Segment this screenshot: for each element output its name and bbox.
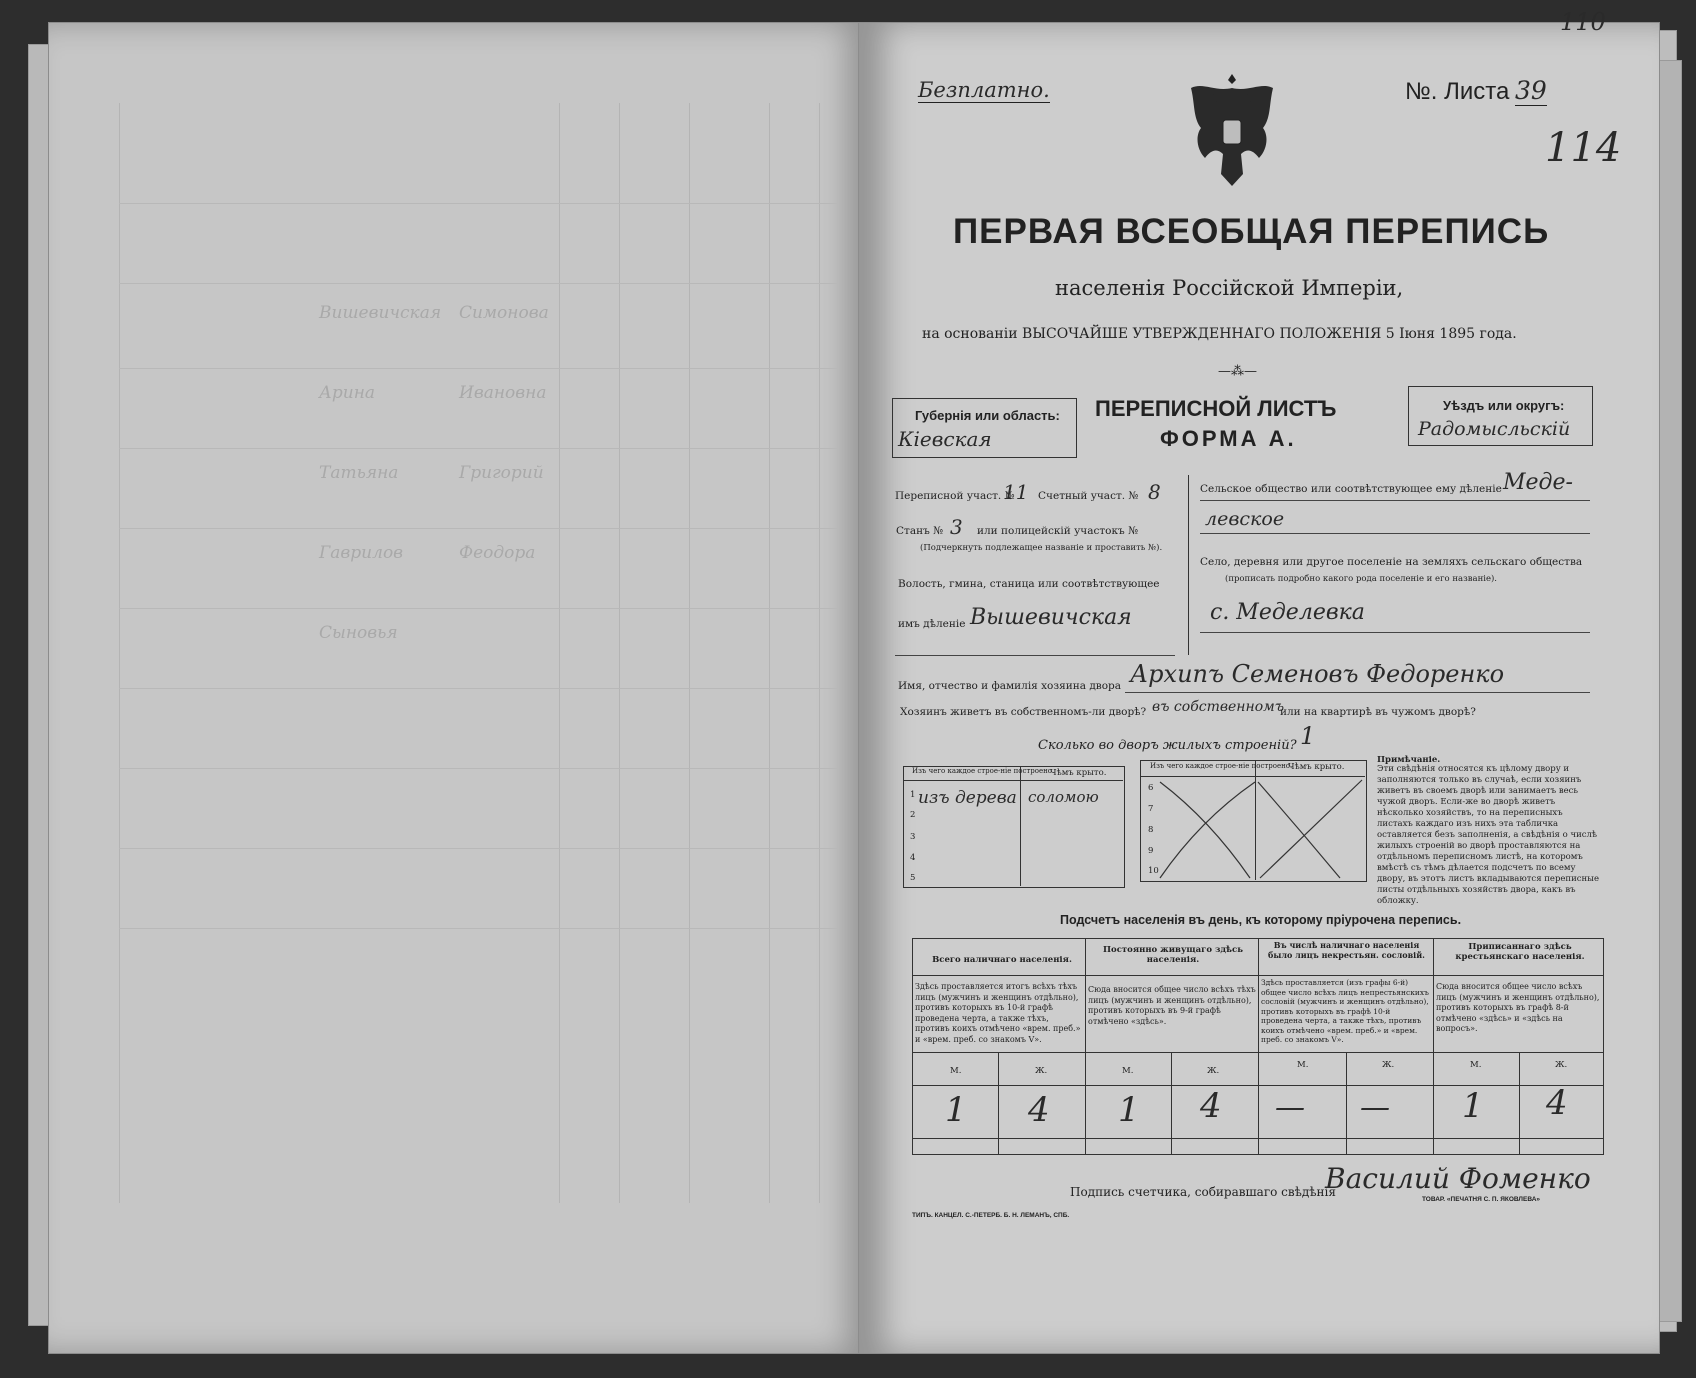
signature-value: Василий Фоменко xyxy=(1325,1162,1591,1195)
ghost-entry: Феодора xyxy=(459,543,536,563)
document-title: ПЕРВАЯ ВСЕОБЩАЯ ПЕРЕПИСЬ xyxy=(953,212,1550,251)
non-peasant-f-value: — xyxy=(1360,1090,1390,1125)
ghost-entry: Вишевичская xyxy=(319,303,442,323)
society-value-2: левское xyxy=(1205,508,1285,530)
volost-label-2: имъ дѣленіе xyxy=(898,618,966,630)
row-number: 2 xyxy=(910,810,916,820)
society-value-1: Меде- xyxy=(1503,470,1573,495)
resident-m-value: 1 xyxy=(1118,1090,1140,1130)
non-peasant-m-value: — xyxy=(1275,1090,1305,1125)
m-label: М. xyxy=(1122,1066,1134,1076)
owner-value: Архипъ Семеновъ Федоренко xyxy=(1130,660,1505,688)
col2-head: Постоянно живущаго здѣсь населенія. xyxy=(1103,945,1243,965)
owner-label: Имя, отчество и фамилія хозяина двора xyxy=(898,680,1122,692)
census-area-value: 11 xyxy=(1003,480,1029,504)
roof-header-2: Чѣмъ крыто. xyxy=(1288,762,1345,772)
residence-value: въ собственномъ xyxy=(1152,699,1285,715)
gubernia-label: Губернія или область: xyxy=(915,408,1060,423)
resident-f-value: 4 xyxy=(1200,1086,1222,1126)
row-number: 9 xyxy=(1148,846,1154,856)
signature-label: Подпись счетчика, собиравшаго свѣдѣнія xyxy=(1070,1185,1336,1199)
col3-desc: Здѣсь проставляется (изъ графы 6-й) общее число всѣхъ лицъ непрестьянскихъ сословій (мужчинъ и женщинъ отдѣльно), противъ которыхъ въ графѣ 10-й проведена черта, а также тѣхъ, противъ коихъ отмѣчено «врем. преб.» и «врем. преб. со знакомъ V». xyxy=(1261,978,1429,1044)
row-number: 3 xyxy=(910,832,916,842)
col1-head: Всего наличнаго населенія. xyxy=(932,955,1072,965)
village-note: (прописать подробно какого рода поселеніе и его названіе). xyxy=(1225,574,1497,584)
stan-value: 3 xyxy=(950,515,963,539)
f-label: Ж. xyxy=(1207,1066,1220,1076)
count-area-label: Счетный участ. № xyxy=(1038,490,1139,502)
col3-head: Въ числѣ наличнаго населенія было лицъ некрестьян. сословій. xyxy=(1268,940,1425,960)
society-label: Сельское общество или соотвѣтствующее ему дѣленіе xyxy=(1200,483,1502,495)
m-label: М. xyxy=(1470,1060,1482,1070)
archive-number: 114 xyxy=(1545,125,1622,171)
form-name: ФОРМА А. xyxy=(1160,426,1297,451)
ghost-entry: Григорий xyxy=(459,463,544,483)
cross-out-marks xyxy=(1140,760,1365,880)
buildings-value: 1 xyxy=(1300,722,1316,750)
residence-label-2: или на квартирѣ въ чужомъ дворѣ? xyxy=(1280,706,1476,718)
row-number: 8 xyxy=(1148,825,1154,835)
col4-desc: Сюда вносится общее число всѣхъ лицъ (мужчинъ и женщинъ отдѣльно), противъ которыхъ въ графѣ 8-й отмѣчено «здѣсь» и «здѣсь на вопросъ». xyxy=(1436,982,1600,1033)
note-title: Примѣчаніе. xyxy=(1377,755,1441,765)
total-f-value: 4 xyxy=(1028,1090,1050,1130)
left-page xyxy=(48,22,868,1354)
uezd-label: Уѣздъ или округъ: xyxy=(1443,398,1565,413)
row-number: 10 xyxy=(1148,866,1159,876)
volost-label: Волость, гмина, станица или соотвѣтствующее xyxy=(898,578,1160,590)
gubernia-value: Кіевская xyxy=(898,427,992,451)
document-subtitle: населенія Россійской Имперіи, xyxy=(1055,276,1404,300)
material-header-2: Изъ чего каждое строе-ніе построено. xyxy=(1150,762,1293,770)
m-label: М. xyxy=(1297,1060,1309,1070)
registered-f-value: 4 xyxy=(1546,1083,1568,1123)
buildings-table-left xyxy=(903,766,1125,888)
f-label: Ж. xyxy=(1382,1060,1395,1070)
row-number: 4 xyxy=(910,853,916,863)
stan-label: Станъ № xyxy=(896,525,944,537)
row-number: 7 xyxy=(1148,804,1154,814)
col1-desc: Здѣсь проставляется итогъ всѣхъ тѣхъ лицъ (мужчинъ и женщинъ отдѣльно), противъ которыхъ въ 10-й графѣ проведена черта, а также тѣхъ, противъ коихъ отмѣчено «врем. преб.» и «врем. преб. со знакомъ V». xyxy=(915,982,1081,1044)
sheet-no-label: №. Листа xyxy=(1405,78,1510,105)
row1-roof: соломою xyxy=(1028,788,1099,806)
sheet-no-value: 39 xyxy=(1515,76,1547,105)
material-header: Изъ чего каждое строе-ніе построено. xyxy=(912,767,1055,775)
m-label: М. xyxy=(950,1066,962,1076)
f-label: Ж. xyxy=(1035,1066,1048,1076)
volost-value: Вышевичская xyxy=(970,605,1132,630)
buildings-label: Сколько во дворъ жилыхъ строеній? xyxy=(1038,738,1297,753)
archive-number-top: 110 xyxy=(1560,8,1606,36)
count-area-value: 8 xyxy=(1148,480,1161,504)
police-note: (Подчеркнуть подлежащее названіе и проставить №). xyxy=(920,543,1163,553)
note-text: Эти свѣдѣнія относятся къ цѣлому двору и заполняются только въ случаѣ, если хозяинъ живетъ въ своемъ дворѣ или занимаетъ весь чужой дворъ. Если-же во дворѣ живетъ нѣсколько хозяйствъ, то на переписныхъ листахъ каждаго изъ нихъ эта табличка оставляется безъ заполненія, а свѣдѣнія о числѣ жилыхъ строеній во дворѣ проставляются на отдѣльномъ переписномъ листѣ, на которомъ вмѣстѣ съ тѣмъ дѣлается подсчетъ по всему двору, въ этотъ листъ вкладываются переписные листы отдѣльныхъ хозяйствъ двора, какъ въ обложку. xyxy=(1377,764,1599,906)
police-label: или полицейскій участокъ № xyxy=(977,525,1139,537)
ghost-entry: Татьяна xyxy=(319,463,399,483)
residence-label: Хозяинъ живетъ въ собственномъ-ли дворѣ? xyxy=(900,706,1147,718)
roof-header: Чѣмъ крыто. xyxy=(1050,768,1107,778)
village-value: с. Меделевка xyxy=(1210,600,1365,625)
ornament: —⁂— xyxy=(1218,364,1257,379)
ghost-entry: Гаврилов xyxy=(319,543,404,563)
ghost-entry: Симонова xyxy=(459,303,549,323)
double-headed-eagle-emblem xyxy=(1185,70,1280,195)
row-number: 6 xyxy=(1148,783,1154,793)
village-label: Село, деревня или другое поселеніе на земляхъ сельскаго общества xyxy=(1200,556,1583,568)
registered-m-value: 1 xyxy=(1462,1086,1484,1126)
summary-title: Подсчетъ населенія въ день, къ которому пріурочена перепись. xyxy=(1060,913,1462,927)
uezd-value: Радомысльскій xyxy=(1418,418,1571,440)
ghost-entry: Сыновья xyxy=(319,623,398,643)
row1-material: изъ дерева xyxy=(918,788,1017,808)
row-number: 1 xyxy=(910,790,916,800)
f-label: Ж. xyxy=(1555,1060,1568,1070)
ghost-entry: Ивановна xyxy=(459,383,547,403)
list-title: ПЕРЕПИСНОЙ ЛИСТЪ xyxy=(1095,396,1337,421)
free-label: Безплатно. xyxy=(918,78,1050,102)
row-number: 5 xyxy=(910,873,916,883)
census-area-label: Переписной участ. № xyxy=(895,490,1015,502)
col2-desc: Сюда вносится общее число всѣхъ тѣхъ лицъ (мужчинъ и женщинъ отдѣльно), противъ которыхъ въ 9-й графѣ отмѣчено «здѣсь». xyxy=(1088,985,1256,1026)
total-m-value: 1 xyxy=(945,1090,967,1130)
printer-right: ТОВАР. «ПЕЧАТНЯ С. П. ЯКОВЛЕВА» xyxy=(1422,1196,1540,1203)
printer-left: ТИПЪ. КАНЦЕЛ. С.-ПЕТЕРБ. Б. Н. ЛЕМАНЪ, СПБ. xyxy=(912,1212,1070,1219)
col4-head: Приписаннаго здѣсь крестьянскаго населенія. xyxy=(1455,942,1585,962)
legal-basis: на основаніи ВЫСОЧАЙШЕ УТВЕРЖДЕННАГО ПОЛОЖЕНІЯ 5 Іюня 1895 года. xyxy=(922,326,1517,342)
ghost-entry: Арина xyxy=(319,383,376,403)
